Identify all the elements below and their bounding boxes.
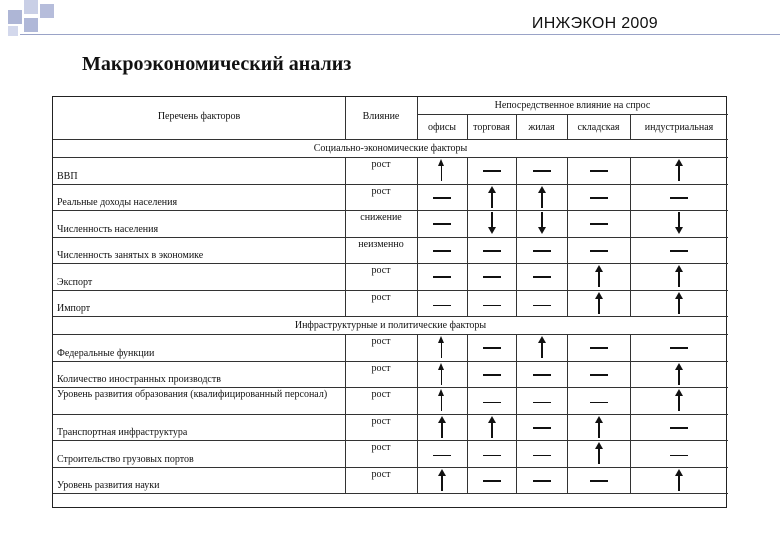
col-divider [516,290,517,317]
col-divider [567,440,568,467]
col-divider [630,361,631,388]
factor-name: Численность занятых в экономике [57,250,204,261]
influence-value: рост [371,159,391,170]
arrow-up-icon [541,342,543,358]
influence-value: рост [371,442,391,453]
arrow-down-icon [491,212,493,228]
row-divider [53,184,728,185]
arrow-up-icon [678,369,680,385]
header-direct-influence: Непосредственное влияние на спрос [494,100,651,111]
influence-value: рост [371,185,391,197]
col-divider [417,414,418,441]
dash-icon [433,305,451,306]
col-divider [567,157,568,184]
factor-name: ВВП [57,170,78,182]
influence-value: рост [371,415,391,427]
col-divider [467,361,468,388]
factor-name: Импорт [57,303,91,314]
decor-square [8,26,18,36]
influence-value: рост [371,389,391,400]
col-divider [630,414,631,441]
col-divider [630,263,631,290]
arrow-up-icon [678,271,680,287]
col-divider [417,184,418,211]
dash-icon [483,402,501,403]
dash-icon [533,250,551,252]
col-divider [516,184,517,211]
col-divider [567,184,568,211]
arrow-up-icon [678,395,680,411]
col-divider [516,414,517,441]
row-divider [53,440,728,441]
decor-square [8,10,22,24]
col-divider [467,440,468,467]
col-divider [630,334,631,361]
col-divider [567,210,568,237]
col-divider [467,210,468,237]
col-divider [567,263,568,290]
col-divider [467,414,468,441]
arrow-up-icon [441,369,442,385]
col-divider [567,237,568,264]
dash-icon [590,402,608,403]
dash-icon [483,480,501,482]
col-divider [467,387,468,414]
arrow-up-icon [598,448,600,464]
col-divider [567,334,568,361]
decor-square [24,0,38,14]
header-subcol-3: складская [577,122,620,133]
col-divider [467,237,468,264]
arrow-down-icon [541,212,543,228]
dash-icon [483,276,501,278]
factor-name: Реальные доходы населения [57,197,178,208]
dash-icon [670,427,688,429]
col-divider [417,210,418,237]
dash-icon [483,374,501,376]
influence-value: рост [371,336,391,347]
col-divider [417,467,418,494]
dash-icon [670,455,688,456]
col-divider [630,157,631,184]
dash-icon [533,276,551,278]
dash-icon [533,402,551,403]
row-divider [53,237,728,238]
row-divider [53,210,728,211]
row-divider [53,493,728,494]
col-divider [417,387,418,414]
dash-icon [483,305,501,306]
dash-icon [533,374,551,376]
arrow-down-icon [678,212,680,228]
col-divider [567,414,568,441]
arrow-up-icon [441,165,442,181]
dash-icon [483,347,501,349]
dash-icon [590,374,608,376]
header-influence: Влияние [362,111,400,122]
dash-icon [533,480,551,482]
col-divider [417,334,418,361]
dash-icon [433,223,451,225]
factor-name: Численность населения [57,223,159,235]
influence-value: рост [371,362,391,374]
arrow-up-icon [441,475,443,491]
dash-icon [433,197,451,199]
col-divider [516,440,517,467]
section-title: Инфраструктурные и политические факторы [294,320,487,331]
col-divider [630,237,631,264]
dash-icon [533,455,551,456]
influence-value: рост [371,265,391,276]
decor-square [24,18,38,32]
row-divider [53,467,728,468]
row-divider [53,334,728,335]
col-divider [417,440,418,467]
col-divider [630,467,631,494]
factor-name: Транспортная инфраструктура [57,427,188,438]
col-divider [467,334,468,361]
dash-icon [483,250,501,252]
col-divider [516,387,517,414]
arrow-up-icon [541,192,543,208]
dash-icon [590,480,608,482]
section-title: Социально-экономические факторы [313,143,468,154]
influence-value: снижение [360,212,402,223]
arrow-up-icon [678,298,680,314]
col-divider [516,361,517,388]
col-divider [417,361,418,388]
factor-name: Количество иностранных производств [57,374,221,385]
dash-icon [670,250,688,252]
influence-value: неизменно [358,238,404,250]
header-subcol-4: индустриальная [644,122,714,133]
arrow-up-icon [441,342,442,358]
col-divider [516,210,517,237]
col-divider [417,157,418,184]
dash-icon [433,276,451,278]
dash-icon [590,250,608,252]
col-divider [630,387,631,414]
row-divider [417,114,728,115]
factors-table [52,96,727,508]
col-divider [516,467,517,494]
factor-name: Уровень развития образования (квалифицированный персонал) [57,389,328,400]
decor-square [40,4,54,18]
arrow-up-icon [598,298,600,314]
col-divider [417,237,418,264]
arrow-up-icon [678,475,680,491]
col-divider [630,210,631,237]
col-divider [467,157,468,184]
row-divider [53,387,728,388]
row-divider [53,290,728,291]
col-divider [417,263,418,290]
dash-icon [433,455,451,456]
row-divider [53,414,728,415]
col-divider [630,290,631,317]
col-divider [467,290,468,317]
factor-name: Строительство грузовых портов [57,453,194,465]
row-divider [53,361,728,362]
col-divider [567,467,568,494]
dash-icon [483,170,501,172]
row-divider [53,263,728,264]
header-subcol-2: жилая [528,122,555,133]
arrow-up-icon [491,422,493,438]
arrow-up-icon [441,422,443,438]
col-divider [630,440,631,467]
factor-name: Уровень развития науки [57,480,160,491]
col-divider [630,184,631,211]
arrow-up-icon [598,422,600,438]
col-divider [567,387,568,414]
col-divider [516,237,517,264]
influence-value: рост [371,468,391,480]
col-divider [467,263,468,290]
dash-icon [590,170,608,172]
header-rule [20,34,780,35]
dash-icon [670,347,688,349]
arrow-up-icon [598,271,600,287]
row-divider [53,157,728,158]
dash-icon [670,197,688,199]
dash-icon [590,223,608,225]
influence-value: рост [371,291,391,303]
header-subcol-0: офисы [428,122,456,133]
dash-icon [533,427,551,429]
col-divider [467,467,468,494]
dash-icon [483,455,501,456]
col-divider [516,263,517,290]
arrow-up-icon [678,165,680,181]
factor-name: Экспорт [57,276,93,288]
page-title: Макроэкономический анализ [82,53,352,75]
factor-name: Федеральные функции [57,347,155,359]
row-divider [53,139,728,140]
dash-icon [433,250,451,252]
arrow-up-icon [441,395,442,411]
col-divider [417,290,418,317]
dash-icon [533,305,551,306]
arrow-up-icon [491,192,493,208]
col-divider [567,361,568,388]
col-divider [516,157,517,184]
header-subcol-1: торговая [473,122,510,133]
row-divider [53,316,728,317]
dash-icon [533,170,551,172]
brand-label: ИНЖЭКОН 2009 [531,15,658,32]
col-divider [516,334,517,361]
col-divider [467,184,468,211]
col-divider [567,290,568,317]
dash-icon [590,197,608,199]
dash-icon [590,347,608,349]
header-factors: Перечень факторов [157,111,241,122]
